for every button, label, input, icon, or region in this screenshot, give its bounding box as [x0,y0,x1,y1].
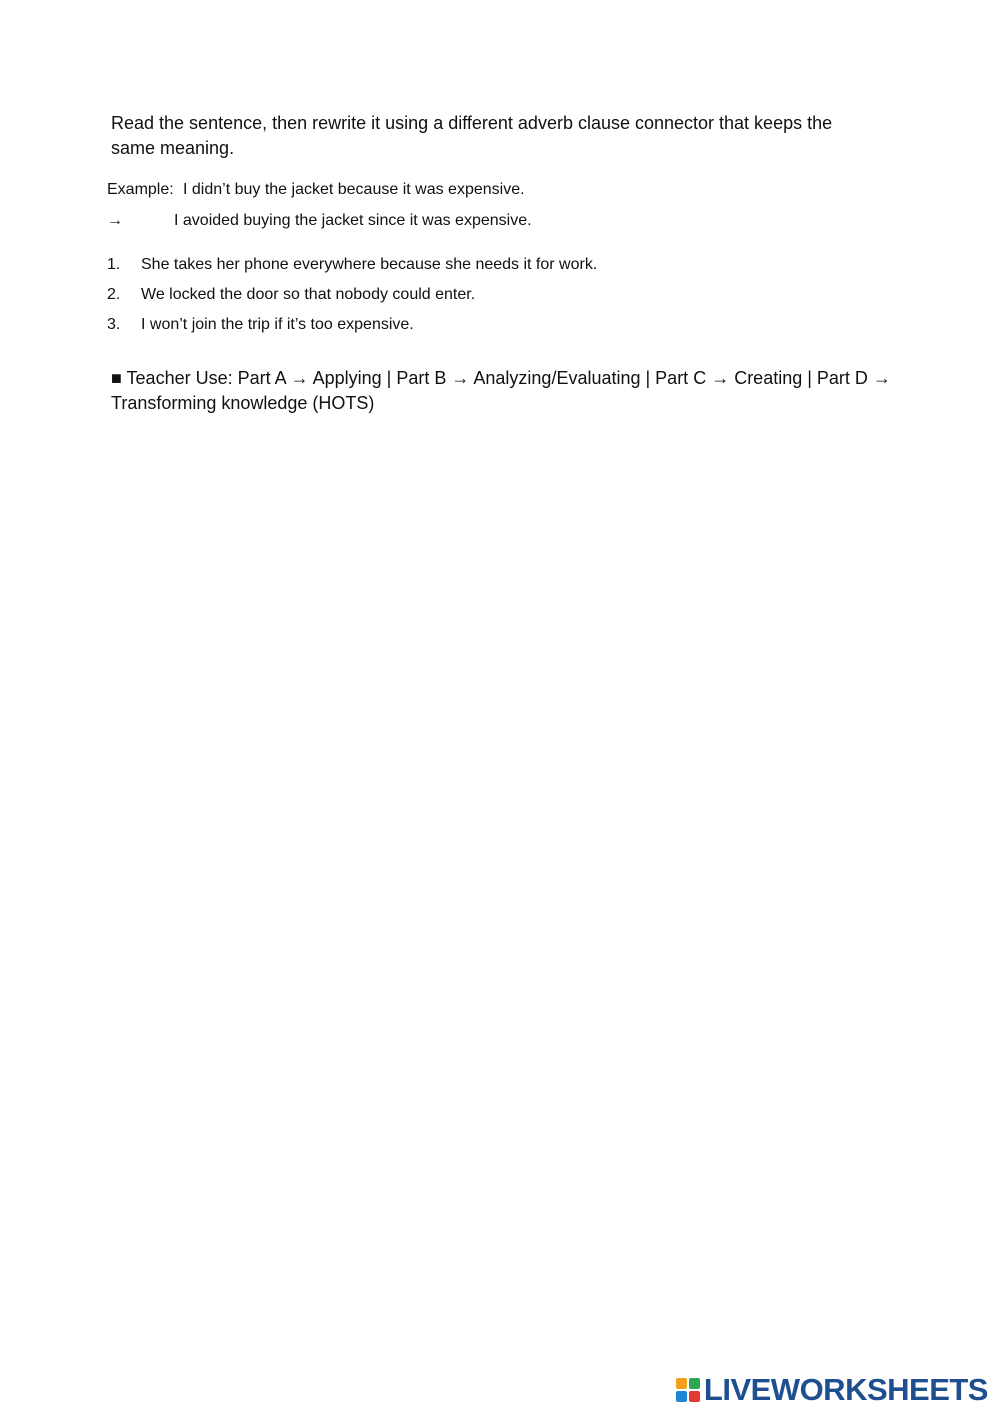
logo-square [689,1378,700,1389]
exercise-text: We locked the door so that nobody could enter. [141,286,476,303]
exercise-text: I won’t join the trip if it’s too expensive. [141,316,414,333]
logo-square [676,1378,687,1389]
instructions-text: Read the sentence, then rewrite it using a different adverb clause connector that keeps the same meaning. [111,113,833,158]
example-rewrite: I avoided buying the jacket since it was expensive. [174,212,532,229]
logo-square [676,1391,687,1402]
exercise-number: 3. [107,316,121,333]
logo-square [689,1391,700,1402]
liveworksheets-logo [676,1374,988,1406]
arrow-icon: → [107,212,123,229]
logo-text: LIVEWORKSHEETS [703,1372,988,1407]
example-rewrite-line [107,211,532,231]
example-sentence: I didn’t buy the jacket because it was expensive. [183,181,525,198]
exercise-number: 2. [107,286,121,303]
logo-mark-icon [676,1378,700,1402]
exercise-text: She takes her phone everywhere because she needs it for work. [141,256,598,273]
exercise-item [107,315,597,345]
example-label: Example: [107,181,174,198]
teacher-note: ■ Teacher Use: Part A → Applying | Part B → Analyzing/Evaluating | Part C → Creating | Part D → Transforming knowledge (HOTS) [111,368,891,413]
exercise-list [107,255,597,345]
exercise-item [107,285,597,315]
exercise-number: 1. [107,256,121,273]
example-line [107,180,525,200]
exercise-item [107,255,597,285]
